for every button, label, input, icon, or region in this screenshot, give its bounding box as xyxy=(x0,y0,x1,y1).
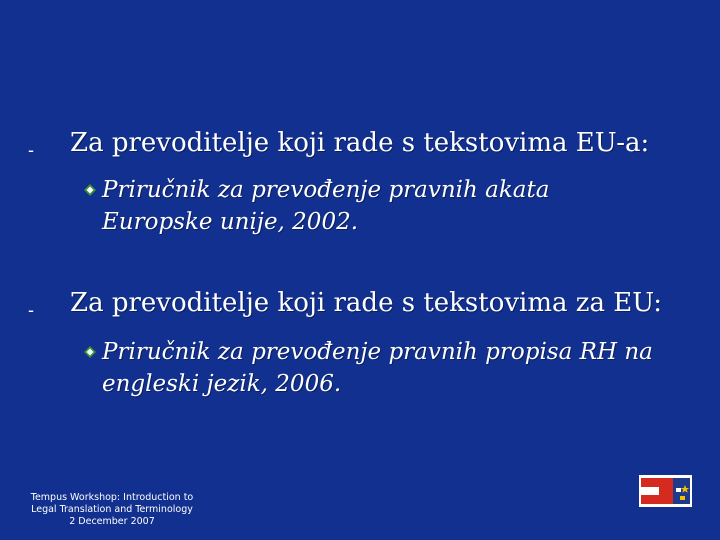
diamond-bullet-icon xyxy=(84,346,96,358)
sub-bullet-2-text: Priručnik za prevođenje pravnih propisa RH na engleski jezik, 2006. xyxy=(102,339,653,397)
bullet-1-text: Za prevoditelje koji rade s tekstovima EU-a: xyxy=(70,128,650,158)
footer-line-1: Tempus Workshop: Introduction to xyxy=(30,492,194,503)
sub-bullet-1-text: Priručnik za prevođenje pravnih akata Europske unije, 2002. xyxy=(102,177,550,235)
footer-line-3: 2 December 2007 xyxy=(69,516,155,527)
diamond-bullet-icon xyxy=(84,184,96,196)
footer xyxy=(22,492,202,528)
croatia-flag-logo-icon xyxy=(639,475,692,507)
footer-line-2: Legal Translation and Terminology xyxy=(31,504,193,515)
dash-marker: - xyxy=(28,140,34,160)
bullet-2-text: Za prevoditelje koji rade s tekstovima za EU: xyxy=(70,288,662,318)
dash-marker: - xyxy=(28,300,34,320)
